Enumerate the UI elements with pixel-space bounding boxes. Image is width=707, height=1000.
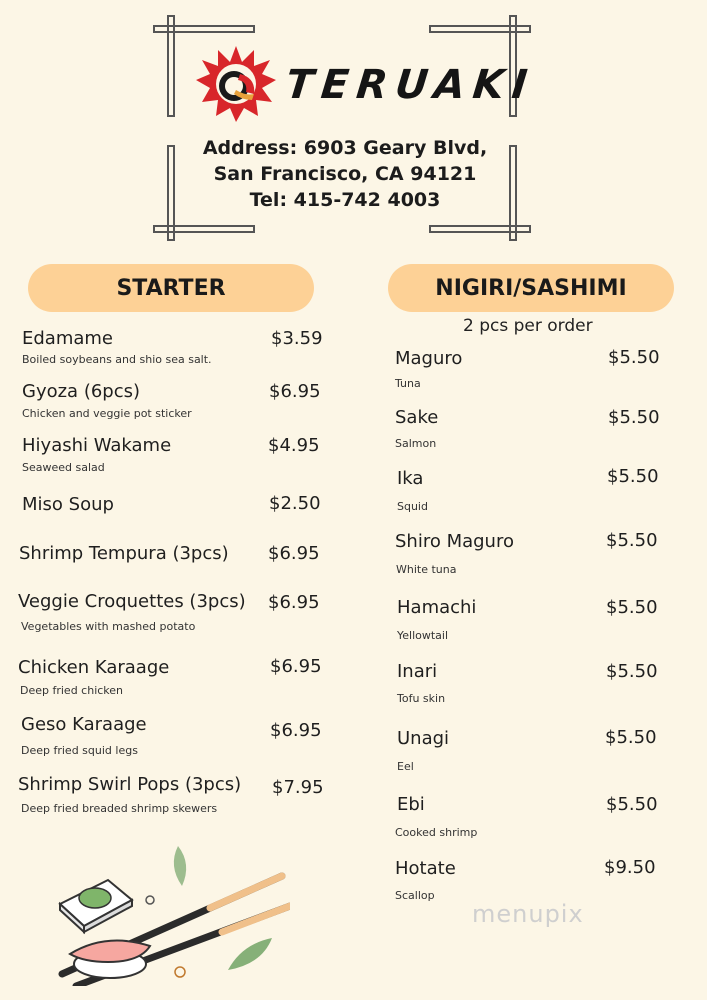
nigiri-item-name: Shiro Maguro [395, 531, 514, 552]
starter-item-desc: Chicken and veggie pot sticker [22, 407, 192, 420]
watermark: menupix [472, 900, 584, 928]
starter-item-price: $6.95 [268, 543, 320, 564]
starter-item-name: Hiyashi Wakame [22, 435, 172, 456]
starter-item-price: $4.95 [268, 435, 320, 456]
starter-item-name: Chicken Karaage [18, 657, 170, 678]
nigiri-item-name: Hotate [395, 858, 456, 879]
starter-item-name: Veggie Croquettes (3pcs) [18, 591, 246, 612]
starter-item-name: Edamame [22, 328, 114, 349]
order-note: 2 pcs per order [463, 316, 593, 336]
leaf-icon [228, 938, 272, 970]
starter-item-desc: Deep fried squid legs [21, 744, 138, 757]
nigiri-item-price: $9.50 [604, 857, 656, 878]
starter-item-price: $6.95 [270, 720, 322, 741]
nigiri-item-price: $5.50 [605, 727, 657, 748]
starter-item-name: Gyoza (6pcs) [22, 381, 141, 402]
nigiri-item-price: $5.50 [606, 597, 658, 618]
nigiri-item-name: Hamachi [397, 597, 477, 618]
starter-item-price: $6.95 [269, 381, 321, 402]
sun-logo-icon [196, 44, 276, 124]
nigiri-item-desc: Tofu skin [397, 692, 446, 705]
nigiri-item-name: Sake [395, 407, 439, 428]
nigiri-item-name: Maguro [395, 348, 463, 369]
starter-item-desc: Boiled soybeans and shio sea salt. [22, 353, 212, 366]
nigiri-item-price: $5.50 [608, 347, 660, 368]
starter-item-price: $3.59 [271, 328, 323, 349]
sushi-chopsticks-illustration [50, 836, 290, 986]
nigiri-item-desc: Cooked shrimp [395, 826, 478, 839]
starter-item-name: Shrimp Tempura (3pcs) [19, 543, 229, 564]
nigiri-item-price: $5.50 [606, 661, 658, 682]
nigiri-item-name: Ika [397, 468, 424, 489]
starter-item-desc: Deep fried chicken [20, 684, 124, 697]
nigiri-item-price: $5.50 [606, 530, 658, 551]
address-line-2: San Francisco, CA 94121 [213, 163, 477, 185]
nigiri-item-price: $5.50 [606, 794, 658, 815]
leaf-icon [174, 846, 186, 886]
nigiri-item-price: $5.50 [608, 407, 660, 428]
nigiri-item-name: Unagi [397, 728, 450, 749]
starter-item-desc: Deep fried breaded shrimp skewers [21, 802, 218, 815]
nigiri-item-desc: Salmon [395, 437, 437, 450]
starter-item-name: Shrimp Swirl Pops (3pcs) [18, 774, 242, 795]
starter-item-desc: Vegetables with mashed potato [21, 620, 196, 633]
nigiri-item-name: Ebi [397, 794, 425, 815]
starter-item-name: Miso Soup [22, 494, 114, 515]
starter-heading: STARTER [28, 264, 314, 312]
starter-item-desc: Seaweed salad [22, 461, 105, 474]
starter-item-price: $6.95 [268, 592, 320, 613]
nigiri-item-desc: Tuna [395, 377, 421, 390]
starter-item-price: $7.95 [272, 777, 324, 798]
address-line-1: Address: 6903 Geary Blvd, [202, 137, 488, 159]
brand-name: TERUAKI [283, 62, 538, 108]
nigiri-item-price: $5.50 [607, 466, 659, 487]
nigiri-heading: NIGIRI/SASHIMI [388, 264, 674, 312]
nigiri-item-desc: White tuna [396, 563, 457, 576]
nigiri-item-desc: Yellowtail [397, 629, 449, 642]
starter-item-price: $2.50 [269, 493, 321, 514]
nigiri-item-desc: Squid [397, 500, 428, 513]
nigiri-item-desc: Scallop [395, 889, 435, 902]
starter-item-price: $6.95 [270, 656, 322, 677]
starter-item-name: Geso Karaage [21, 714, 147, 735]
nigiri-item-name: Inari [397, 661, 438, 682]
phone-number: Tel: 415-742 4003 [249, 189, 441, 211]
nigiri-item-desc: Eel [397, 760, 414, 773]
